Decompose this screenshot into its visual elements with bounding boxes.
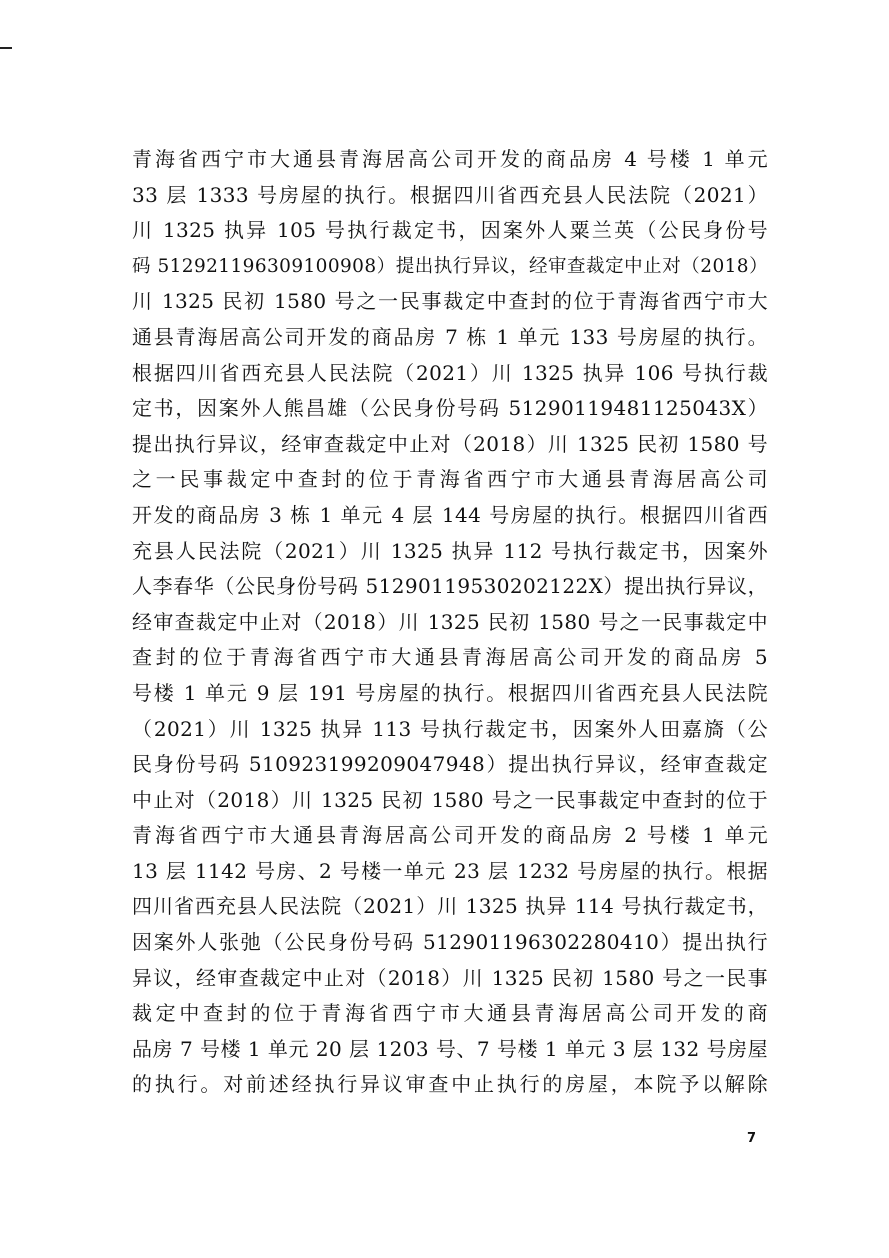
- text-line: 品房 7 号楼 1 单元 20 层 1203 号、7 号楼 1 单元 3 层 132 号房屋: [132, 1036, 768, 1061]
- text-line: 33 层 1333 号房屋的执行。根据四川省西充县人民法院（2021）: [132, 182, 768, 207]
- text-line: 提出执行异议，经审查裁定中止对（2018）川 1325 民初 1580 号: [132, 431, 768, 456]
- text-line: 裁定中查封的位于青海省西宁市大通县青海居高公司开发的商: [132, 1001, 768, 1026]
- text-line: （2021）川 1325 执异 113 号执行裁定书，因案外人田嘉旖（公: [132, 716, 768, 741]
- text-line: 充县人民法院（2021）川 1325 执异 112 号执行裁定书，因案外: [132, 538, 768, 563]
- text-line: 青海省西宁市大通县青海居高公司开发的商品房 2 号楼 1 单元: [132, 823, 768, 848]
- text-line: 号楼 1 单元 9 层 191 号房屋的执行。根据四川省西充县人民法院: [132, 680, 768, 705]
- text-line: 根据四川省西充县人民法院（2021）川 1325 执异 106 号执行裁: [132, 360, 768, 385]
- text-line: 经审查裁定中止对（2018）川 1325 民初 1580 号之一民事裁定中: [132, 609, 768, 634]
- text-line: 码 512921196309100908）提出执行异议，经审查裁定中止对（2018）: [132, 255, 768, 277]
- text-line: 川 1325 民初 1580 号之一民事裁定中查封的位于青海省西宁市大: [132, 289, 768, 314]
- text-line: 定书，因案外人熊昌雄（公民身份号码 51290119481125043X）: [132, 396, 768, 421]
- text-line: 四川省西充县人民法院（2021）川 1325 执异 114 号执行裁定书，: [132, 894, 768, 919]
- text-line: 异议，经审查裁定中止对（2018）川 1325 民初 1580 号之一民事: [132, 965, 768, 990]
- text-line: 人李春华（公民身份号码 51290119530202122X）提出执行异议，: [132, 574, 768, 599]
- text-line: 因案外人张弛（公民身份号码 512901196302280410）提出执行: [132, 930, 768, 955]
- text-line: 中止对（2018）川 1325 民初 1580 号之一民事裁定中查封的位于: [132, 787, 768, 812]
- text-line: 13 层 1142 号房、2 号楼一单元 23 层 1232 号房屋的执行。根据: [132, 858, 768, 883]
- scan-edge-mark: [0, 47, 12, 49]
- text-line: 的执行。对前述经执行异议审查中止执行的房屋，本院予以解除: [132, 1072, 768, 1097]
- text-line: 青海省西宁市大通县青海居高公司开发的商品房 4 号楼 1 单元: [132, 147, 768, 171]
- page-number: 7: [747, 1131, 757, 1146]
- text-line: 通县青海居高公司开发的商品房 7 栋 1 单元 133 号房屋的执行。: [132, 324, 768, 349]
- text-line: 查封的位于青海省西宁市大通县青海居高公司开发的商品房 5: [132, 645, 768, 670]
- body-text: [132, 142, 768, 1103]
- text-line: 川 1325 执异 105 号执行裁定书，因案外人粟兰英（公民身份号: [132, 218, 768, 243]
- text-line: 开发的商品房 3 栋 1 单元 4 层 144 号房屋的执行。根据四川省西: [132, 502, 768, 527]
- text-line: 之一民事裁定中查封的位于青海省西宁市大通县青海居高公司: [132, 467, 768, 492]
- text-line: 民身份号码 510923199209047948）提出执行异议，经审查裁定: [132, 752, 768, 777]
